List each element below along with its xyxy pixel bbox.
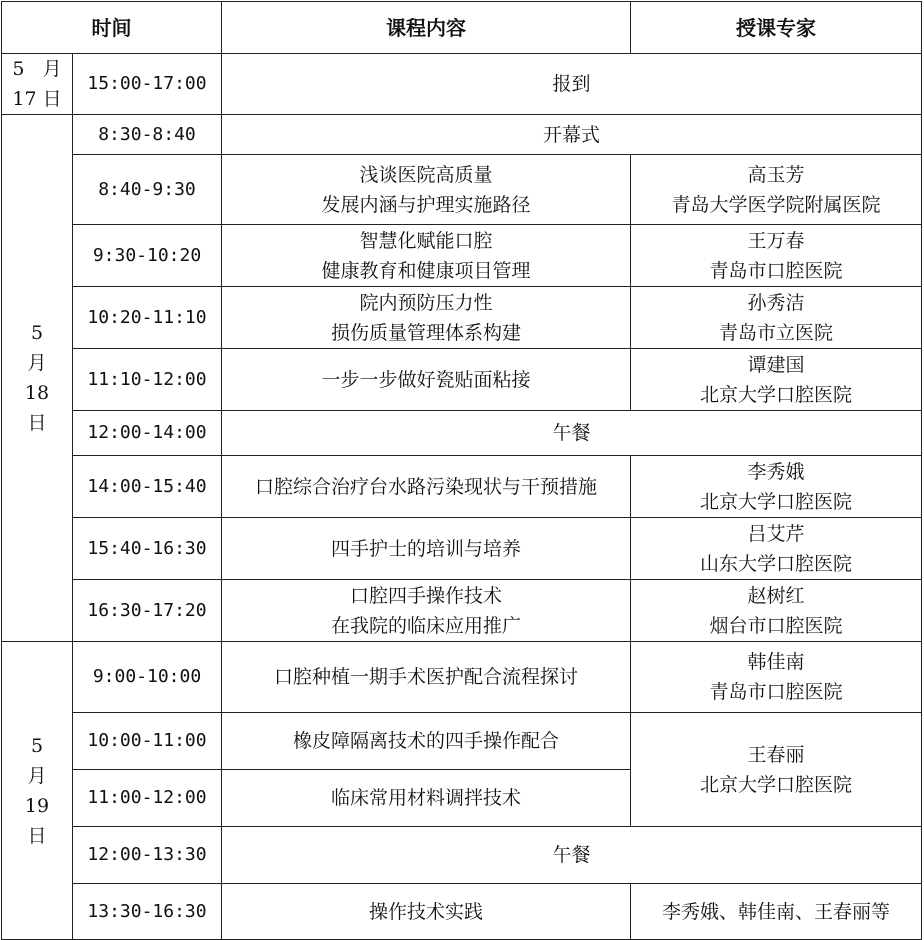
content-cell: 临床常用材料调拌技术 [222, 770, 631, 827]
expert-cell: 谭建国 北京大学口腔医院 [631, 349, 922, 411]
header-row [2, 2, 922, 54]
header-expert: 授课专家 [631, 2, 922, 54]
content-cell: 四手护士的培训与培养 [222, 518, 631, 580]
table-row [2, 827, 922, 884]
time-cell: 16:30-17:20 [73, 580, 222, 642]
table-row [2, 518, 922, 580]
expert-cell: 李秀娥、韩佳南、王春丽等 [631, 884, 922, 940]
table-row [2, 580, 922, 642]
time-cell: 15:00-17:00 [73, 54, 222, 115]
expert-cell: 吕艾芹 山东大学口腔医院 [631, 518, 922, 580]
date-cell-may-17: 5 月 17 日 [2, 54, 73, 115]
schedule-table [1, 1, 922, 940]
content-cell: 口腔种植一期手术医护配合流程探讨 [222, 642, 631, 713]
table-row [2, 884, 922, 940]
expert-cell: 赵树红 烟台市口腔医院 [631, 580, 922, 642]
time-cell: 13:30-16:30 [73, 884, 222, 940]
table-row [2, 642, 922, 713]
table-row [2, 411, 922, 456]
time-cell: 8:30-8:40 [73, 115, 222, 155]
content-cell: 午餐 [222, 411, 922, 456]
expert-cell: 王万春 青岛市口腔医院 [631, 225, 922, 287]
time-cell: 10:20-11:10 [73, 287, 222, 349]
time-cell: 9:00-10:00 [73, 642, 222, 713]
time-cell: 14:00-15:40 [73, 456, 222, 518]
table-row [2, 349, 922, 411]
content-cell: 智慧化赋能口腔 健康教育和健康项目管理 [222, 225, 631, 287]
table-row [2, 287, 922, 349]
expert-cell: 高玉芳 青岛大学医学院附属医院 [631, 155, 922, 225]
content-cell: 一步一步做好瓷贴面粘接 [222, 349, 631, 411]
table-row [2, 456, 922, 518]
expert-cell: 王春丽 北京大学口腔医院 [631, 713, 922, 827]
content-cell: 橡皮障隔离技术的四手操作配合 [222, 713, 631, 770]
time-cell: 15:40-16:30 [73, 518, 222, 580]
time-cell: 10:00-11:00 [73, 713, 222, 770]
time-cell: 11:10-12:00 [73, 349, 222, 411]
content-cell: 口腔综合治疗台水路污染现状与干预措施 [222, 456, 631, 518]
table-row [2, 225, 922, 287]
time-cell: 8:40-9:30 [73, 155, 222, 225]
content-cell: 浅谈医院高质量 发展内涵与护理实施路径 [222, 155, 631, 225]
table-row [2, 713, 922, 770]
date-cell-may-18: 5 月 18 日 [2, 115, 73, 642]
time-cell: 12:00-14:00 [73, 411, 222, 456]
content-cell: 口腔四手操作技术 在我院的临床应用推广 [222, 580, 631, 642]
table-row [2, 115, 922, 155]
time-cell: 9:30-10:20 [73, 225, 222, 287]
time-cell: 11:00-12:00 [73, 770, 222, 827]
header-time: 时间 [2, 2, 222, 54]
content-cell: 开幕式 [222, 115, 922, 155]
date-cell-may-19: 5 月 19 日 [2, 642, 73, 940]
table-row [2, 54, 922, 115]
content-cell: 院内预防压力性 损伤质量管理体系构建 [222, 287, 631, 349]
expert-cell: 李秀娥 北京大学口腔医院 [631, 456, 922, 518]
content-cell: 午餐 [222, 827, 922, 884]
content-cell: 操作技术实践 [222, 884, 631, 940]
time-cell: 12:00-13:30 [73, 827, 222, 884]
content-cell: 报到 [222, 54, 922, 115]
expert-cell: 孙秀洁 青岛市立医院 [631, 287, 922, 349]
table-row [2, 155, 922, 225]
expert-cell: 韩佳南 青岛市口腔医院 [631, 642, 922, 713]
header-content: 课程内容 [222, 2, 631, 54]
